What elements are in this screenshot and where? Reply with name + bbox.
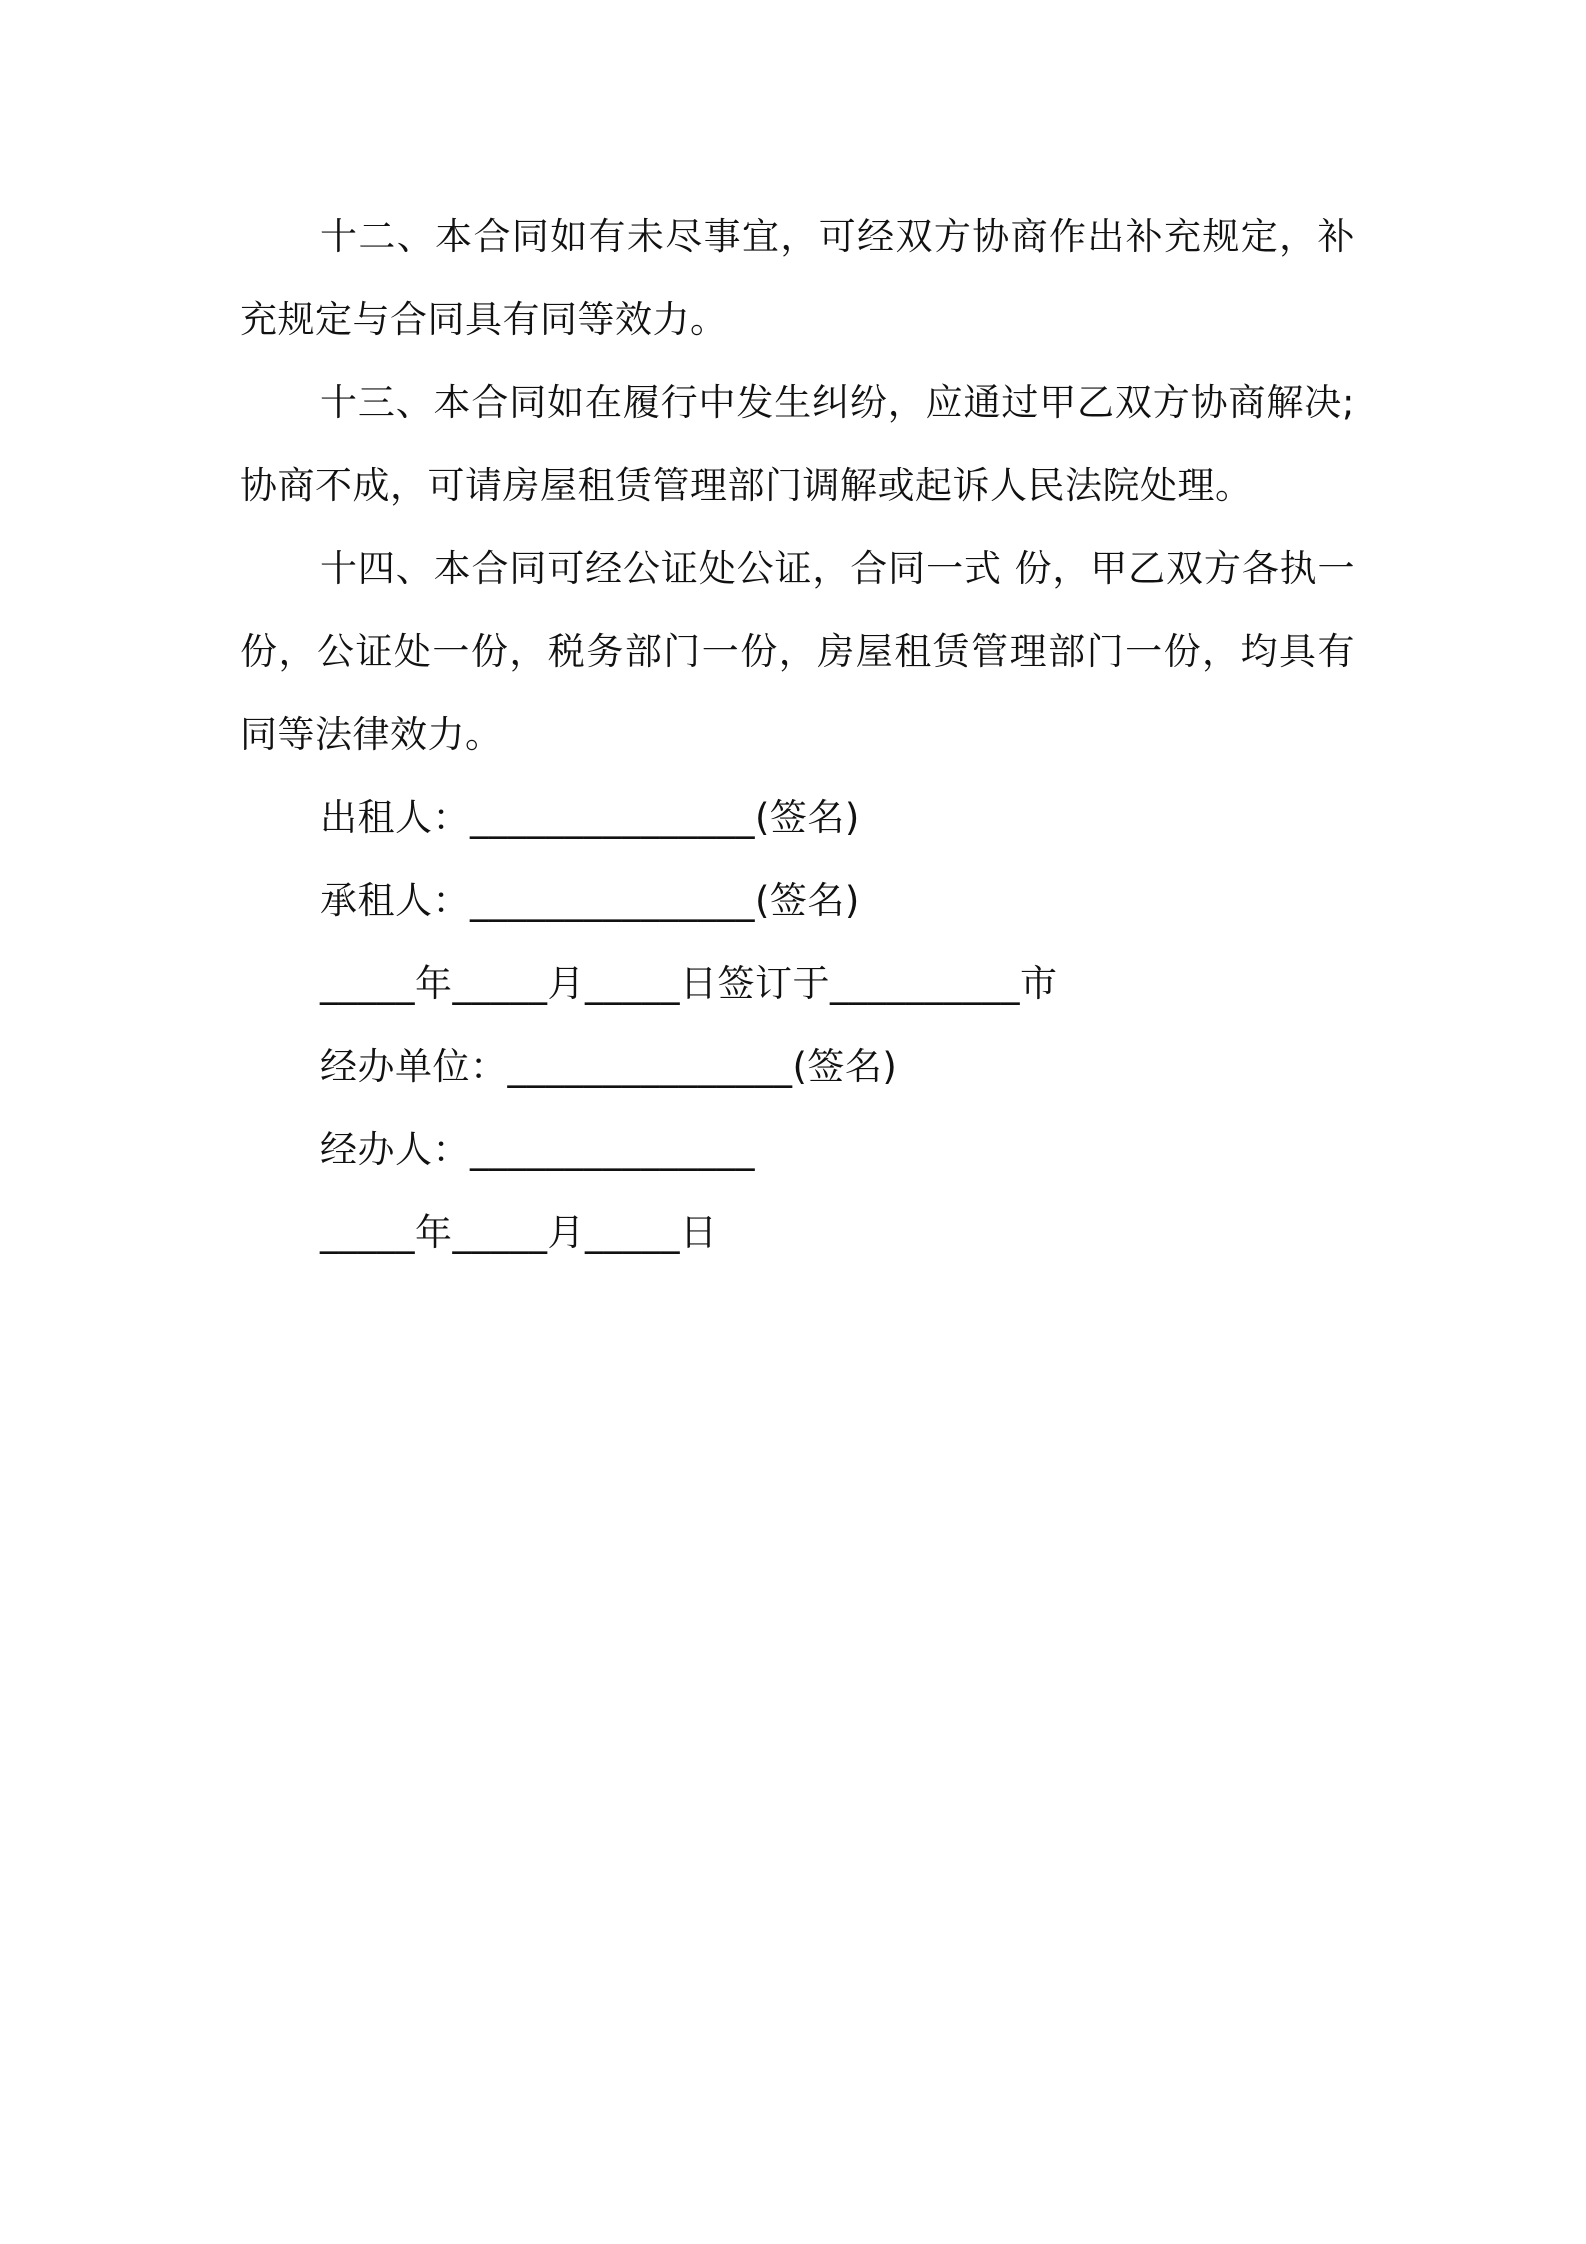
agency-unit-signature-line: 经办单位：_______________(签名)	[320, 1045, 898, 1088]
agent-signature-line: 经办人：_______________	[320, 1128, 755, 1171]
lessor-signature-line: 出租人：_______________(签名)	[320, 796, 860, 839]
contract-body	[240, 195, 1355, 1274]
signing-date-place-line: _____年_____月_____日签订于__________市	[320, 962, 1058, 1005]
lessee-signature-line: 承租人：_______________(签名)	[320, 879, 860, 922]
agent-date-line: _____年_____月_____日	[320, 1211, 718, 1254]
clause-14: 十四、本合同可经公证处公证，合同一式 份，甲乙双方各执一份，公证处一份，税务部门一份，房屋租赁管理部门一份，均具有同等法律效力。	[240, 547, 1355, 756]
clause-13: 十三、本合同如在履行中发生纠纷，应通过甲乙双方协商解决;协商不成，可请房屋租赁管理部门调解或起诉人民法院处理。	[240, 381, 1355, 507]
clause-12: 十二、本合同如有未尽事宜，可经双方协商作出补充规定，补充规定与合同具有同等效力。	[240, 215, 1355, 341]
